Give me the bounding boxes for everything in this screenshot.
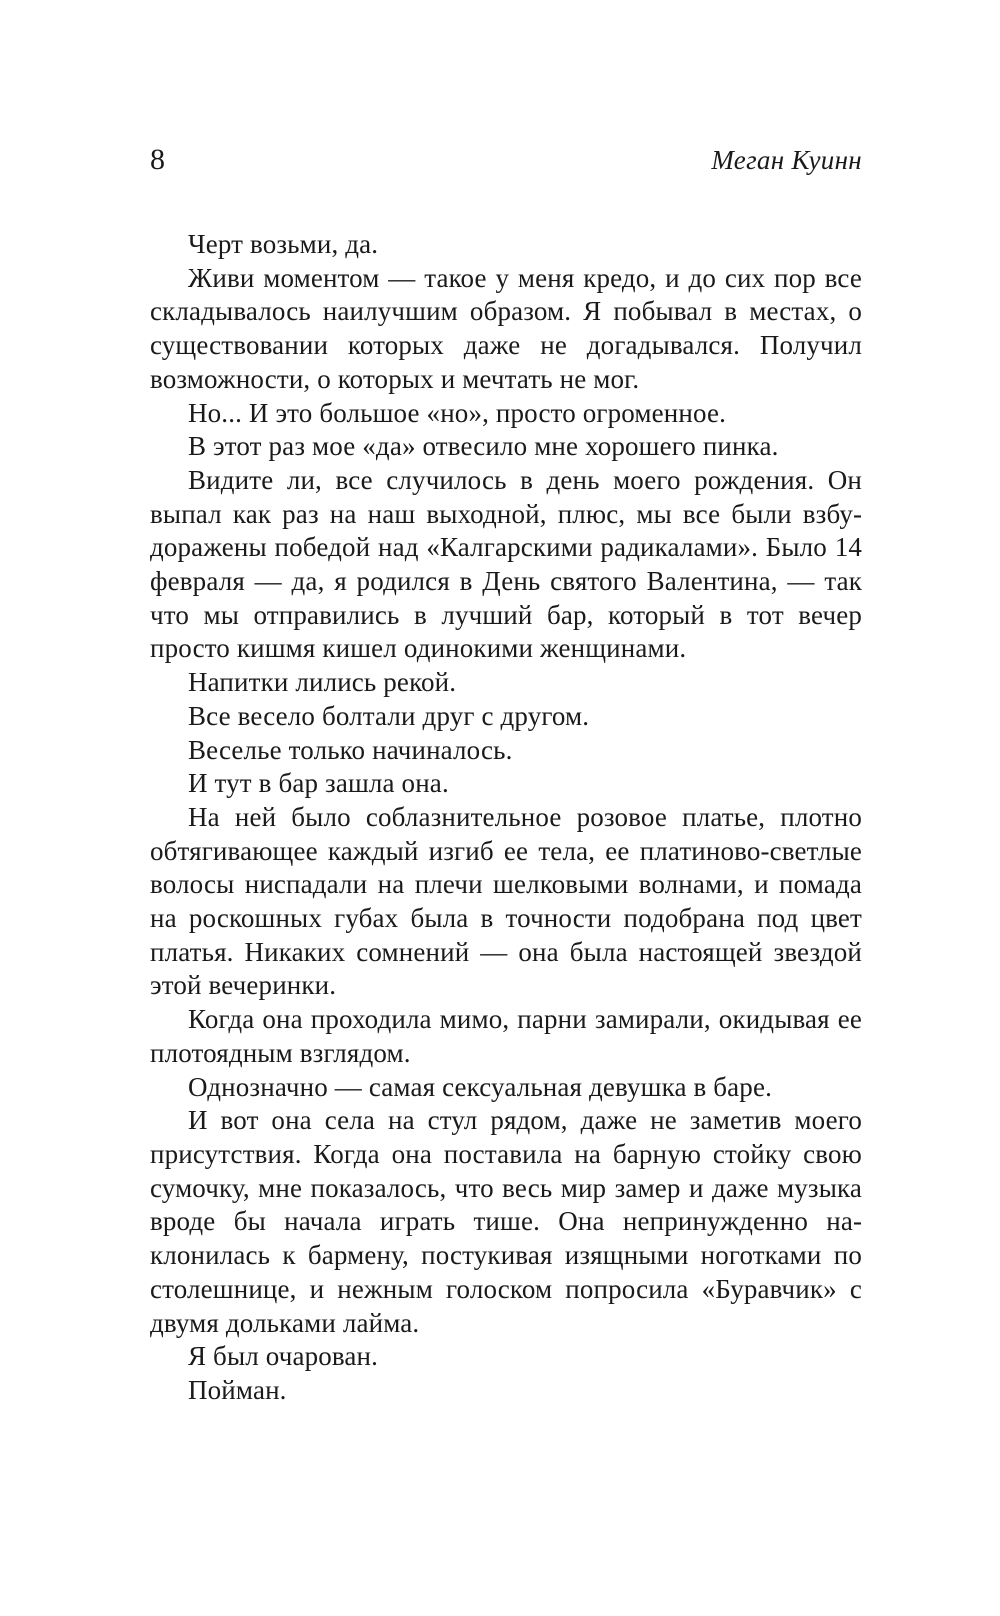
paragraph: Когда она проходила мимо, парни замирали, окидывая ее плотоядным взглядом. <box>150 1004 862 1068</box>
paragraph: Видите ли, все случилось в день моего рождения. Он выпал как раз на наш выходной, плюс, мы все были взбудоражены победой над «Калгарскими радикалами». Было 14 февраля — да, я родился в День святого Валентина, — так что мы отправились в лучший бар, который в тот вечер просто кишмя кишел одинокими женщинами. <box>150 464 862 664</box>
running-title: Меган Куинн <box>711 145 862 175</box>
running-head <box>150 140 862 180</box>
paragraph: И тут в бар зашла она. <box>188 768 449 799</box>
paragraph: Все весело болтали друг с другом. <box>188 700 590 731</box>
paragraph: Однозначно — самая сексуальная девушка в баре. <box>188 1071 772 1102</box>
paragraph: И вот она села на стул рядом, даже не заметив моего присутствия. Когда она поставила на барную стойку свою сумочку, мне показалось, что весь мир замер и даже музыка вроде бы начала играть тише. Она непринужденно наклонилась к бармену, постукивая изящными ноготками по столешнице, и нежным голоском попросила «Буравчик» с двумя дольками лайма. <box>150 1105 862 1338</box>
page-number: 8 <box>150 143 165 176</box>
paragraph: Черт возьми, да. <box>188 229 379 259</box>
paragraph: Но... И это большое «но», просто огроменное. <box>188 397 726 428</box>
paragraph: Веселье только начиналось. <box>188 734 513 765</box>
paragraph: Напитки лились рекой. <box>188 667 457 698</box>
paragraph: На ней было соблазнительное розовое платье, плотно обтягивающее каждый изгиб ее тела, ее платиново-светлые волосы ниспадали на плечи шелковыми волнами, и помада на роскошных губах была в точности подобрана под цвет платья. Никаких сомнений — она была настоящей звездой этой вечеринки. <box>150 801 862 1001</box>
paragraph: Живи моментом — такое у меня кредо, и до сих пор все складывалось наилучшим образом. Я побывал в местах, о существовании которых даже не догадывался. Получил возможности, о которых и мечтать не мог. <box>150 262 862 394</box>
paragraph: Пойман. <box>188 1374 287 1405</box>
body-text <box>150 228 862 1408</box>
paragraph: В этот раз мое «да» отвесило мне хорошего пинка. <box>188 431 779 462</box>
paragraph: Я был очарован. <box>188 1341 379 1372</box>
